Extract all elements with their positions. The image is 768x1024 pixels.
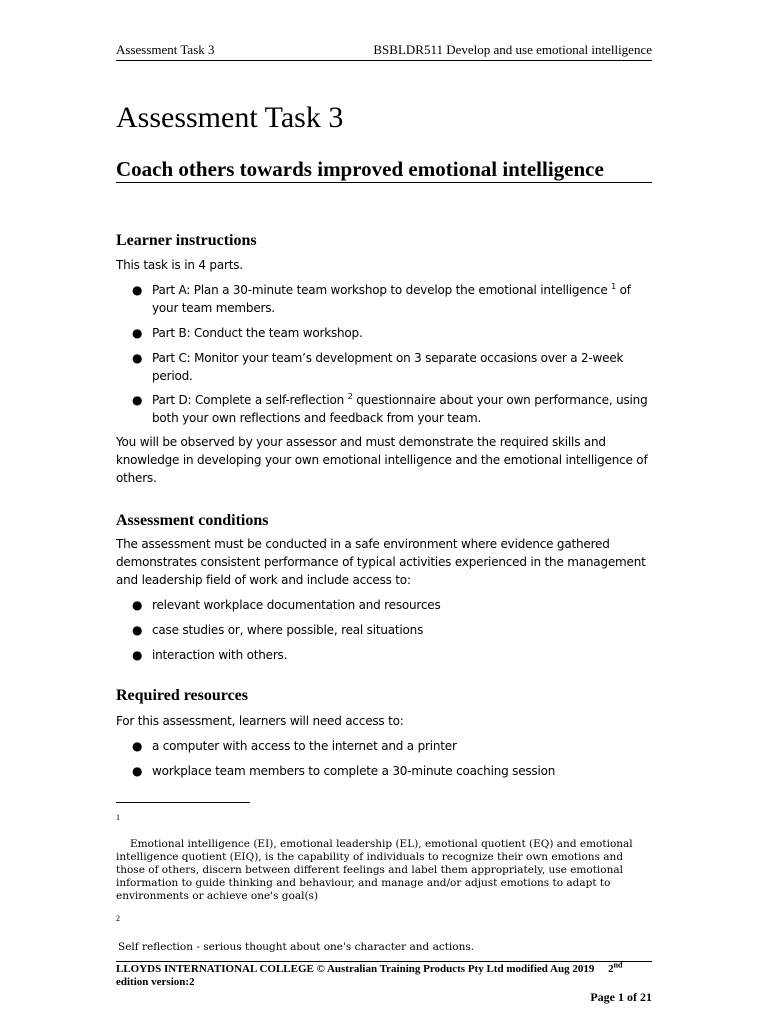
footer-edition: edition version:2	[116, 976, 195, 988]
list-item	[132, 324, 652, 342]
footnote-text: Self reflection - serious thought about one's character and actions.	[118, 941, 475, 953]
part-a-text: Part A: Plan a 30-minute team workshop to develop the emotional intelligence	[152, 283, 612, 297]
footnote-number: 1	[116, 813, 120, 822]
part-d-text: Part D: Complete a self-reflection	[152, 393, 348, 407]
bullet-icon: ●	[132, 393, 143, 407]
list-item	[132, 349, 652, 385]
bullet-icon: ●	[132, 283, 143, 297]
page-subtitle: Coach others towards improved emotional intelligence	[116, 156, 652, 183]
required-resources-text: For this assessment, learners will need access to:	[116, 714, 404, 728]
footer-line: LLOYDS INTERNATIONAL COLLEGE © Australian Training Products Pty Ltd modified Aug 2019 2	[116, 963, 614, 975]
bullet-icon: ●	[132, 351, 143, 365]
condition-item: relevant workplace documentation and resources	[152, 598, 441, 612]
observed-paragraph: You will be observed by your assessor and must demonstrate the required skills and knowledge in developing your own emotional intelligence and the emotional intelligence of others.	[116, 435, 648, 485]
header-left: Assessment Task 3	[116, 42, 215, 57]
footnote-number: 2	[116, 914, 120, 923]
running-header	[116, 42, 652, 61]
footnote-ref: 1	[611, 282, 617, 291]
assessment-conditions-heading: Assessment conditions	[116, 512, 269, 529]
required-resources-heading: Required resources	[116, 687, 248, 704]
part-b-text: Part B: Conduct the team workshop.	[152, 326, 363, 340]
learner-instructions-heading: Learner instructions	[116, 232, 257, 249]
footnote-text: Emotional intelligence (EI), emotional leadership (EL), emotional quotient (EQ) and emotional intelligence quotient (EIQ), is the capability of individuals to recognize their own emotions and those of others, discern between different feelings and label them appropriately, use emotional information to guide thinking and behaviour, and manage and/or adjust emotions to adapt to environments or achieve one's goal(s)	[116, 838, 633, 902]
bullet-icon: ●	[132, 764, 143, 778]
footer-sup: nd	[613, 960, 623, 970]
page-number: Page 1 of 21	[590, 990, 652, 1004]
bullet-icon: ●	[132, 623, 143, 637]
list-item	[132, 391, 652, 427]
resource-item: a computer with access to the internet and a printer	[152, 739, 457, 753]
part-c-text: Part C: Monitor your team’s development on 3 separate occasions over a 2-week period.	[152, 351, 624, 383]
bullet-icon: ●	[132, 739, 143, 753]
list-item	[132, 281, 652, 317]
page-title: Assessment Task 3	[116, 101, 344, 134]
bullet-icon: ●	[132, 648, 143, 662]
footnote-ref: 2	[347, 392, 353, 401]
footnote-separator	[116, 802, 250, 803]
assessment-conditions-text: The assessment must be conducted in a safe environment where evidence gathered demonstrates consistent performance of typical activities experienced in the management and leadership field of work and include access to:	[116, 537, 646, 587]
page-footer	[116, 960, 652, 1004]
part-a-text-cont: of your team members.	[152, 283, 631, 315]
condition-item: interaction with others.	[152, 648, 288, 662]
resource-item: workplace team members to complete a 30-minute coaching session	[152, 764, 556, 778]
learner-instructions-intro: This task is in 4 parts.	[116, 258, 243, 272]
header-right: BSBLDR511 Develop and use emotional intelligence	[373, 42, 652, 57]
bullet-icon: ●	[132, 598, 143, 612]
bullet-icon: ●	[132, 326, 143, 340]
footer-separator	[116, 961, 652, 962]
part-d-text-cont: questionnaire about your own performance, using both your own reflections and feedback from your team.	[152, 393, 648, 425]
condition-item: case studies or, where possible, real situations	[152, 623, 424, 637]
